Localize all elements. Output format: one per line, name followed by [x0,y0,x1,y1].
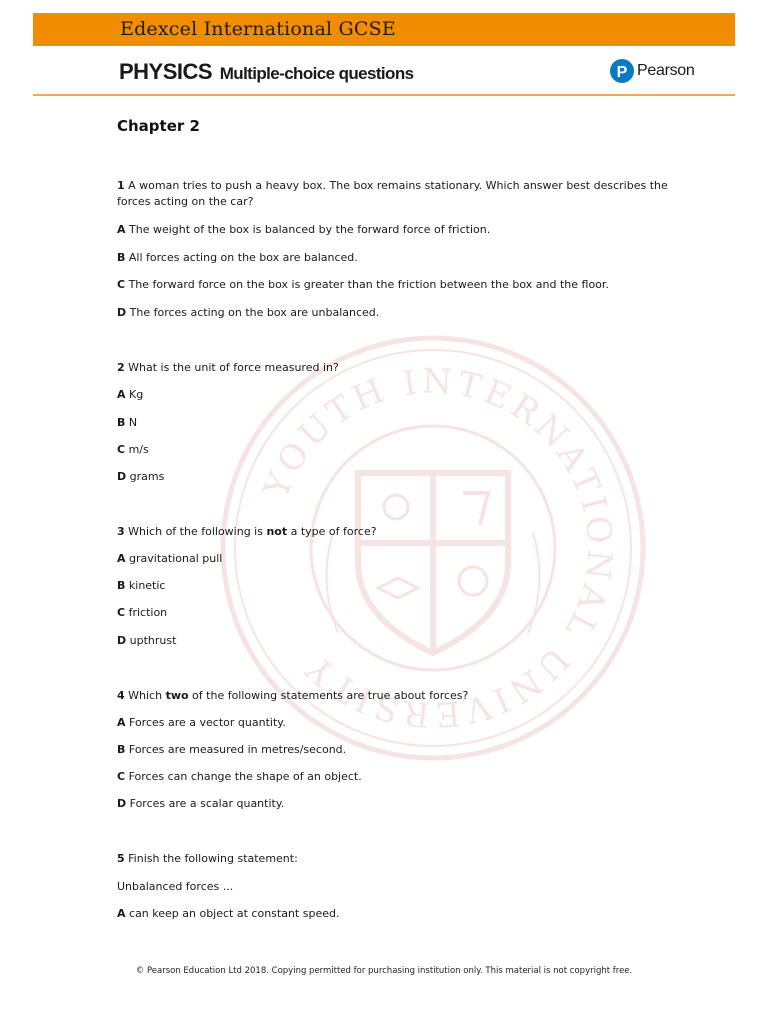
question-1-option-b: B All forces acting on the box are balanced. [117,251,358,264]
question-2-option-d: D grams [117,470,165,483]
question-1-option-d: D The forces acting on the box are unbalanced. [117,306,380,319]
question-number: 2 [117,361,125,374]
question-3-option-d: D upthrust [117,634,177,647]
question-number: 4 [117,689,125,702]
question-4-text: 4 Which two of the following statements are true about forces? [117,689,469,702]
question-5-option-a: A can keep an object at constant speed. [117,907,340,920]
subject-subtitle: Multiple-choice questions [219,64,414,83]
question-4-option-c: C Forces can change the shape of an object. [117,770,362,783]
question-5-stem: Unbalanced forces ... [117,880,234,893]
pearson-logo [610,58,695,84]
header-divider [33,94,735,96]
question-1-option-a: A The weight of the box is balanced by the forward force of friction. [117,223,491,236]
subject-name: PHYSICS [119,59,213,84]
question-3-option-c: C friction [117,606,168,619]
question-2-text: 2 What is the unit of force measured in? [117,361,339,374]
question-2-option-c: C m/s [117,443,149,456]
svg-text:P: P [616,64,628,81]
question-4-option-d: D Forces are a scalar quantity. [117,797,285,810]
question-5-text: 5 Finish the following statement: [117,852,298,865]
question-1-text: 1 A woman tries to push a heavy box. The box remains stationary. Which answer best describes the [117,179,668,192]
question-number: 5 [117,852,125,865]
copyright-footer: © Pearson Education Ltd 2018. Copying permitted for purchasing institution only. This material is not copyright free. [135,966,633,976]
question-1-text-cont: forces acting on the car? [117,195,254,208]
question-2-option-a: A Kg [117,388,144,401]
question-1-option-c: C The forward force on the box is greater than the friction between the box and the floor. [117,278,609,291]
question-2-option-b: B N [117,416,138,429]
header-banner [33,13,735,46]
question-number: 1 [117,179,125,192]
banner-title: Edexcel International GCSE [120,18,396,40]
question-number: 3 [117,525,125,538]
question-3-option-b: B kinetic [117,579,166,592]
pearson-p-icon [610,59,634,83]
watermark-text: YOUTH INTERNATIONAL UNIVERSITY [256,361,620,735]
question-3-option-a: A gravitational pull [117,552,223,565]
question-4-option-b: B Forces are measured in metres/second. [117,743,347,756]
chapter-title: Chapter 2 [117,117,200,135]
subject-title [119,59,413,85]
pearson-logo-text: Pearson [637,62,695,79]
question-4-option-a: A Forces are a vector quantity. [117,716,286,729]
question-3-text: 3 Which of the following is not a type of force? [117,525,377,538]
